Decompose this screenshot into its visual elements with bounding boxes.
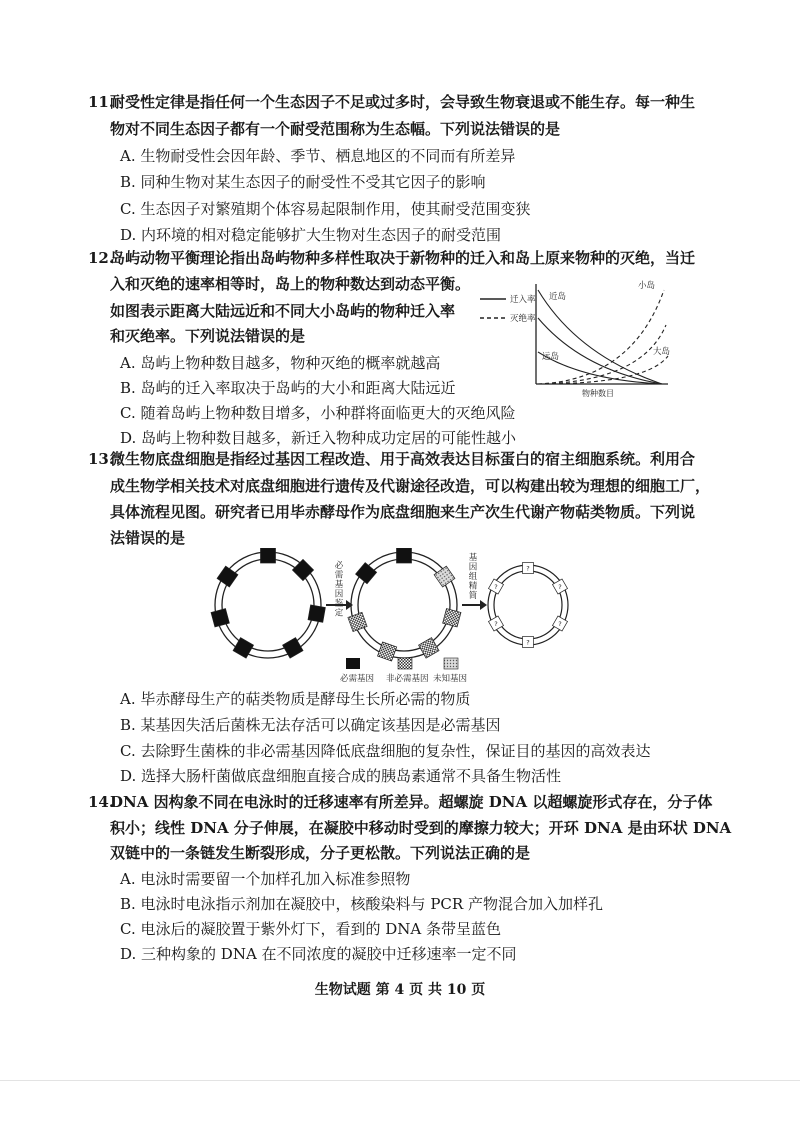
- legend-unknown-swatch: [444, 658, 458, 669]
- q14-stem-line-3: 双链中的一条链发生断裂形成，分子更松散。下列说法正确的是: [110, 844, 531, 862]
- label-small-island: 小岛: [638, 281, 656, 291]
- ring-3-unknown-mark-4: ?: [526, 638, 530, 647]
- arrow-1-label-char-3: 基: [334, 580, 344, 590]
- q13-stem-line-4: 法错误的是: [110, 529, 186, 547]
- immigration-curve-mid: [538, 318, 662, 384]
- label-far-island: 远岛: [542, 352, 560, 362]
- q13-stem-line-3: 具体流程见图。研究者已用毕赤酵母作为底盘细胞来生产次生代谢产物萜类物质。下列说: [110, 503, 696, 521]
- q13-option-b: B. 某基因失活后菌株无法存活可以确定该基因是必需基因: [120, 716, 501, 734]
- ring-1-gene-block-7: [217, 566, 238, 587]
- q12-stem-line-2: 入和灭绝的速率相等时，岛上的物种数达到动态平衡。: [110, 275, 471, 293]
- q11-stem-line-1: 耐受性定律是指任何一个生态因子不足或过多时，会导致生物衰退或不能生存。每一种生: [110, 93, 696, 111]
- q12-option-b: B. 岛屿的迁入率取决于岛屿的大小和距离大陆远近: [120, 379, 456, 397]
- q14-option-c: C. 电泳后的凝胶置于紫外灯下，看到的 DNA 条带呈蓝色: [120, 920, 502, 938]
- arrow-1-label-char-2: 需: [334, 570, 344, 581]
- page-bottom-divider: [0, 1080, 800, 1081]
- arrow-1-label-char-6: 定: [334, 608, 344, 619]
- arrow-2-head: [480, 600, 487, 610]
- q12-stem-line-4: 和灭绝率。下列说法错误的是: [110, 327, 306, 345]
- arrow-2-label-char-2: 因: [468, 562, 478, 573]
- ring-1-gene-block-1: [261, 548, 276, 563]
- legend-unknown-label: 未知基因: [433, 674, 468, 684]
- ring-1-gene-block-3: [308, 605, 325, 622]
- legend-essential-swatch: [346, 658, 360, 669]
- chromosome-ring-3-inner: [494, 571, 562, 639]
- legend-essential-label: 必需基因: [340, 674, 375, 684]
- ring-3-unknown-mark-5: ?: [494, 620, 498, 628]
- ring-2-gene-block-1: [397, 548, 412, 563]
- legend-nonessential-label: 非必需基因: [386, 674, 429, 684]
- arrow-2-label-char-5: 简: [468, 591, 478, 601]
- q11-option-c: C. 生态因子对繁殖期个体容易起限制作用，使其耐受范围变狭: [120, 200, 531, 218]
- q14-option-d: D. 三种构象的 DNA 在不同浓度的凝胶中迁移速率一定不同: [120, 945, 517, 963]
- arrow-2-label-char-1: 基: [468, 553, 478, 563]
- q11-number: 11.: [88, 93, 115, 111]
- q13-option-c: C. 去除野生菌株的非必需基因降低底盘细胞的复杂性，保证目的基因的高效表达: [120, 742, 651, 760]
- ring-3-unknown-mark-2: ?: [558, 583, 562, 591]
- ring-2-gene-block-7: [356, 563, 377, 584]
- q14-stem-line-2: 积小；线性 DNA 分子伸展，在凝胶中移动时受到的摩擦力较大；开环 DNA 是由环状 DNA: [110, 819, 732, 837]
- arrow-2-label-char-3: 组: [468, 572, 478, 582]
- ring-3-unknown-mark-6: ?: [494, 583, 498, 591]
- arrow-1-label-char-1: 必: [334, 561, 344, 571]
- island-rate-graph: [472, 280, 692, 400]
- page-footer: 生物试题 第 4 页 共 10 页: [314, 982, 486, 998]
- ring-3-unknown-mark-3: ?: [558, 620, 562, 628]
- q14-stem-line-1: DNA 因构象不同在电泳时的迁移速率有所差异。超螺旋 DNA 以超螺旋形式存在，分子体: [110, 793, 713, 811]
- legend-extinction-label: 灭绝率: [510, 314, 536, 324]
- x-axis-label: 物种数目: [582, 389, 614, 398]
- q12-option-d: D. 岛屿上物种数目越多，新迁入物种成功定居的可能性越小: [120, 429, 517, 447]
- q12-option-c: C. 随着岛屿上物种数目增多，小种群将面临更大的灭绝风险: [120, 404, 516, 422]
- legend-immigration-label: 迁入率: [510, 295, 536, 305]
- q14-option-b: B. 电泳时电泳指示剂加在凝胶中，核酸染料与 PCR 产物混合加入加样孔: [120, 895, 603, 913]
- arrow-2-label-char-4: 精: [468, 581, 478, 592]
- q12-stem-line-3: 如图表示距离大陆远近和不同大小岛屿的物种迁入率: [110, 302, 456, 320]
- q13-stem-line-2: 成生物学相关技术对底盘细胞进行遗传及代谢途径改造，可以构建出较为理想的细胞工厂，: [110, 477, 711, 495]
- q11-option-b: B. 同种生物对某生态因子的耐受性不受其它因子的影响: [120, 173, 486, 191]
- arrow-1-label-char-5: 鉴: [334, 599, 344, 609]
- q13-option-d: D. 选择大肠杆菌做底盘细胞直接合成的胰岛素通常不具备生物活性: [120, 767, 562, 785]
- ring-3-unknown-mark-1: ?: [526, 564, 530, 573]
- genome-reduction-diagram: [206, 548, 578, 684]
- ring-2-gene-block-2: [434, 566, 455, 587]
- q13-number: 13.: [88, 450, 115, 468]
- ring-1-gene-block-2: [292, 559, 313, 580]
- q13-option-a: A. 毕赤酵母生产的萜类物质是酵母生长所必需的物质: [120, 690, 471, 708]
- q12-number: 12.: [88, 249, 115, 267]
- q12-stem-line-1: 岛屿动物平衡理论指出岛屿物种多样性取决于新物种的迁入和岛上原来物种的灭绝，当迁: [110, 249, 696, 267]
- arrow-1-label-char-4: 因: [334, 589, 344, 600]
- q14-number: 14.: [88, 793, 115, 811]
- label-near-island: 近岛: [549, 292, 567, 302]
- q14-option-a: A. 电泳时需要留一个加样孔加入标准参照物: [120, 870, 411, 888]
- q11-stem-line-2: 物对不同生态因子都有一个耐受范围称为生态幅。下列说法错误的是: [110, 120, 561, 138]
- legend-nonessential-swatch: [398, 658, 412, 669]
- q11-option-d: D. 内环境的相对稳定能够扩大生物对生态因子的耐受范围: [120, 226, 502, 244]
- arrow-1-head: [346, 600, 353, 610]
- label-large-island: 大岛: [653, 347, 671, 357]
- q12-option-a: A. 岛屿上物种数目越多，物种灭绝的概率就越高: [120, 354, 441, 372]
- q11-option-a: A. 生物耐受性会因年龄、季节、栖息地区的不同而有所差异: [120, 147, 516, 165]
- chromosome-ring-3-outer: [488, 565, 568, 645]
- q13-stem-line-1: 微生物底盘细胞是指经过基因工程改造、用于高效表达目标蛋白的宿主细胞系统。利用合: [110, 450, 696, 468]
